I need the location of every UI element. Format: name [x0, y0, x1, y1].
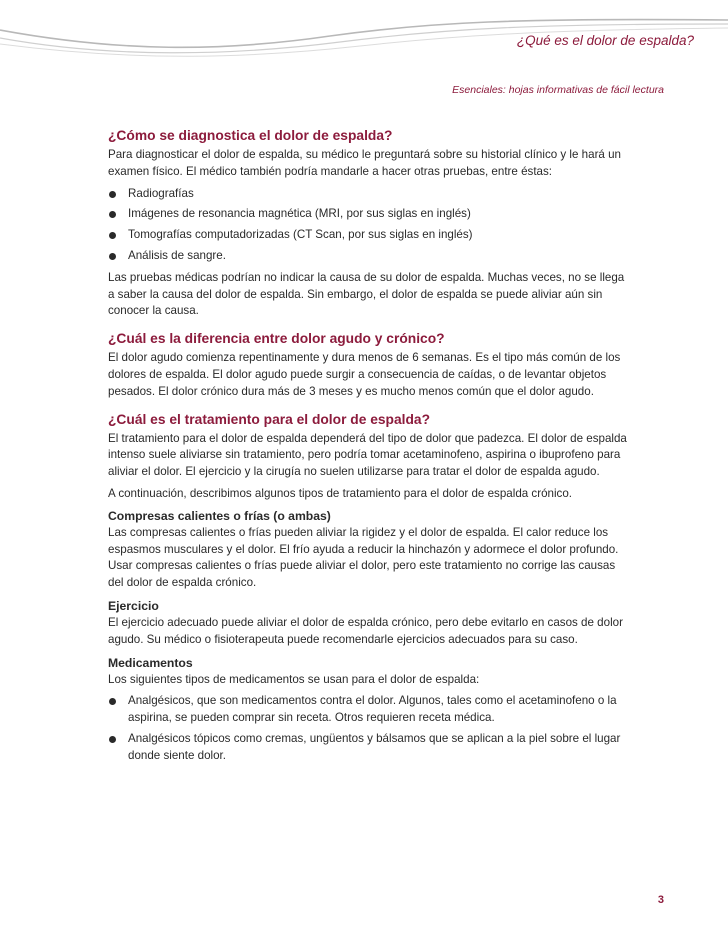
section-acute-vs-chronic — [108, 330, 633, 400]
paragraph: El dolor agudo comienza repentinamente y dura menos de 6 semanas. Es el tipo más común de los dolores de espalda. El dolor agudo puede surgir a consecuencia de caídas, o de levantar objetos pesados. El dolor crónico dura más de 3 meses y es mucho menos común que el dolor agudo. — [108, 351, 621, 398]
section-heading: ¿Cuál es el tratamiento para el dolor de espalda? — [108, 411, 431, 427]
list-item-text: Imágenes de resonancia magnética (MRI, por sus siglas en inglés) — [128, 207, 471, 221]
paragraph: Las pruebas médicas podrían no indicar la causa de su dolor de espalda. Muchas veces, no se llega a saber la causa del dolor de espalda. Sin embargo, el dolor de espalda se puede aliviar aún sin conocer la causa. — [108, 270, 625, 318]
paragraph: El tratamiento para el dolor de espalda dependerá del tipo de dolor que padezca. El dolor de espalda intenso suele aliviarse sin tratamiento, pero podría tomar acetaminofeno, aspirina o ibuprofeno para aliviar el dolor. El ejercicio y la cirugía no suelen utilizarse para tratar el dolor de espalda agudo. — [108, 431, 627, 479]
header-title: ¿Qué es el dolor de espalda? — [516, 33, 694, 48]
list-item — [108, 186, 633, 203]
list-item-text: Análisis de sangre. — [128, 248, 226, 262]
list-item — [108, 248, 633, 265]
bullet-icon — [109, 191, 116, 198]
subsection-heading: Ejercicio — [108, 598, 159, 613]
subsection-heading: Compresas calientes o frías (o ambas) — [108, 508, 331, 523]
section-heading: ¿Cuál es la diferencia entre dolor agudo y crónico? — [108, 331, 445, 347]
subsection-medications — [108, 655, 633, 765]
list-item-text: Analgésicos tópicos como cremas, ungüentos y bálsamos que se aplican a la piel sobre el lugar donde siente dolor. — [128, 731, 621, 762]
list-item-text: Tomografías computadorizadas (CT Scan, por sus siglas en inglés) — [128, 228, 473, 242]
section-heading: ¿Cómo se diagnostica el dolor de espalda? — [108, 128, 393, 143]
subsection-exercise — [108, 598, 633, 649]
subsection-compresses — [108, 508, 633, 592]
page-number: 3 — [657, 894, 664, 906]
subsection-heading: Medicamentos — [108, 655, 193, 670]
header-subtitle: Esenciales: hojas informativas de fácil lectura — [452, 84, 664, 96]
list-item-text: Analgésicos, que son medicamentos contra el dolor. Algunos, tales como el acetaminofeno o la aspirina, se pueden comprar sin receta. Otros requieren receta médica. — [128, 694, 617, 725]
list-item — [108, 693, 633, 727]
list-item — [108, 227, 633, 244]
paragraph: Para diagnosticar el dolor de espalda, su médico le preguntará sobre su historial clínico y le hará un examen físico. El médico también podría mandarle a hacer otras pruebas, entre éstas: — [108, 148, 621, 178]
paragraph: El ejercicio adecuado puede aliviar el dolor de espalda crónico, pero debe evitarlo en casos de dolor agudo. Su médico o fisioterapeuta puede recomendarle ejercicios adecuados para su caso. — [108, 615, 623, 646]
bullet-icon — [109, 211, 116, 218]
bullet-icon — [109, 253, 116, 260]
bullet-list — [108, 186, 633, 265]
bullet-list — [108, 693, 633, 764]
section-diagnosis — [108, 127, 633, 320]
bullet-icon — [109, 698, 116, 705]
paragraph: Las compresas calientes o frías pueden aliviar la rigidez y el dolor de espalda. El calor reduce los espasmos musculares y el dolor. El frío ayuda a reducir la hinchazón y adormece el dolor profundo. Usar compresas calientes o frías puede aliviar el dolor, pero este tratamiento no corrige las causas del dolor de espalda crónico. — [108, 525, 619, 590]
list-item-text: Radiografías — [128, 186, 194, 200]
list-item — [108, 731, 633, 765]
paragraph: A continuación, describimos algunos tipos de tratamiento para el dolor de espalda crónico. — [108, 486, 573, 500]
section-treatment — [108, 411, 633, 765]
bullet-icon — [109, 736, 116, 743]
paragraph: Los siguientes tipos de medicamentos se usan para el dolor de espalda: — [108, 672, 480, 686]
list-item — [108, 206, 633, 223]
bullet-icon — [109, 232, 116, 239]
document-body — [108, 127, 633, 775]
